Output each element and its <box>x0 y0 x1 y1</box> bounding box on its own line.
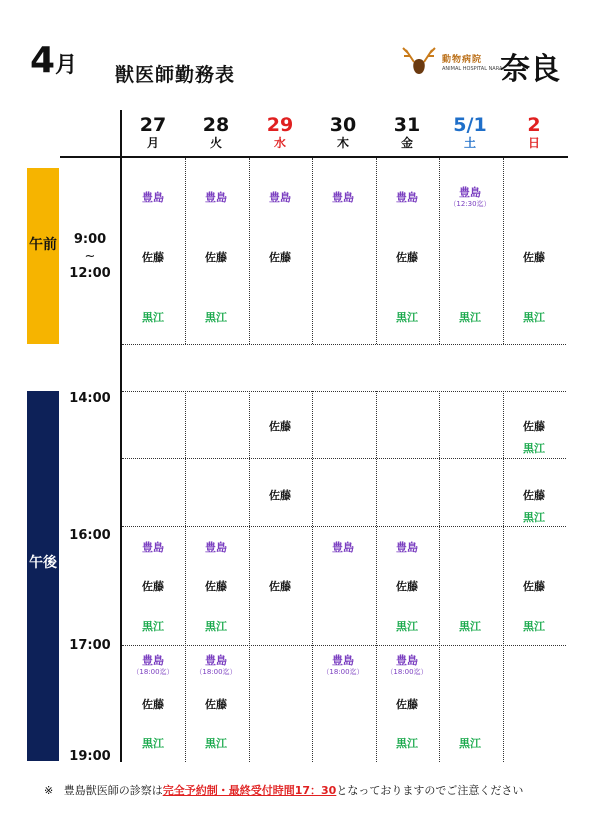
shift-entry: 佐藤 <box>269 580 291 593</box>
shift-entry <box>312 652 374 676</box>
shift-entry: 佐藤 <box>269 420 291 433</box>
shift-entry: 佐藤 <box>396 698 418 711</box>
time-1400: 14:00 <box>69 391 111 406</box>
day-weekday: 金 <box>400 136 413 150</box>
shift-entry: 佐藤 <box>396 580 418 593</box>
shift-entry: 黒江 <box>459 311 481 324</box>
logo-name: 奈良 <box>500 52 560 87</box>
shift-note: （18:00迄） <box>195 668 237 676</box>
shift-entry: 黒江 <box>459 737 481 750</box>
day-date: 2 <box>527 114 541 136</box>
header-divider <box>60 156 568 158</box>
shift-entry <box>185 652 247 676</box>
shift-entry: 黒江 <box>205 311 227 324</box>
shift-entry: 佐藤 <box>523 420 545 433</box>
shift-entry: 佐藤 <box>523 489 545 502</box>
page-title: 獣医師勤務表 <box>115 64 236 86</box>
time-am-end: 12:00 <box>69 266 111 281</box>
shift-entry: 佐藤 <box>523 251 545 264</box>
day-weekday: 火 <box>209 136 222 150</box>
shift-note: （18:00迄） <box>386 668 428 676</box>
grid-line <box>312 391 313 762</box>
shift-note: （18:00迄） <box>132 668 174 676</box>
shift-entry: 佐藤 <box>396 251 418 264</box>
shift-entry: 佐藤 <box>523 580 545 593</box>
month-unit: 月 <box>55 53 78 78</box>
day-weekday: 日 <box>527 136 540 150</box>
logo-subcaption: ANIMAL HOSPITAL NARA <box>442 66 503 72</box>
shift-entry: 佐藤 <box>205 580 227 593</box>
shift-entry: 豊島 <box>205 541 227 554</box>
day-weekday: 水 <box>273 136 286 150</box>
grid-line <box>122 344 566 345</box>
footer-text-2: となっておりますのでご注意ください <box>336 784 524 797</box>
day-header-wed <box>249 114 311 150</box>
pm-label: 午後 <box>29 555 57 571</box>
shift-entry: 黒江 <box>205 737 227 750</box>
am-label: 午前 <box>29 237 57 253</box>
shift-entry: 豊島 <box>142 541 164 554</box>
shift-entry: 黒江 <box>205 620 227 633</box>
shift-entry: 佐藤 <box>142 580 164 593</box>
grid-line <box>312 158 313 344</box>
day-weekday: 木 <box>336 136 349 150</box>
shift-entry: 佐藤 <box>142 251 164 264</box>
shift-entry: 佐藤 <box>205 698 227 711</box>
footer-text-1: 豊島獣医師の診察は <box>63 784 163 797</box>
shift-entry <box>439 184 501 208</box>
shift-entry: 豊島 <box>396 191 418 204</box>
grid-line <box>122 526 566 527</box>
day-date: 5/1 <box>453 114 487 136</box>
shift-entry: 豊島 <box>332 191 354 204</box>
shift-entry: 豊島 <box>142 191 164 204</box>
shift-entry: 黒江 <box>523 511 545 524</box>
grid-line <box>122 391 566 392</box>
am-section-bar <box>27 168 59 344</box>
time-1700: 17:00 <box>69 638 111 653</box>
day-header-tue <box>185 114 247 150</box>
footer-highlight: 完全予約制・最終受付時間17：30 <box>162 784 337 797</box>
day-header-sun <box>503 114 565 150</box>
time-am-tilde: ~ <box>84 249 96 264</box>
shift-entry: 黒江 <box>523 620 545 633</box>
shift-entry: 黒江 <box>142 311 164 324</box>
shift-note: （18:00迄） <box>322 668 364 676</box>
shift-name: 豊島 <box>459 186 481 199</box>
shift-name: 豊島 <box>205 654 227 667</box>
shift-entry: 豊島 <box>269 191 291 204</box>
month-heading <box>30 40 77 81</box>
day-date: 27 <box>139 114 167 136</box>
day-header-thu <box>312 114 374 150</box>
day-weekday: 土 <box>463 136 476 150</box>
shift-entry: 黒江 <box>396 620 418 633</box>
shift-name: 豊島 <box>396 654 418 667</box>
shift-name: 豊島 <box>142 654 164 667</box>
shift-entry: 佐藤 <box>269 251 291 264</box>
deer-icon <box>400 44 438 82</box>
day-date: 29 <box>266 114 294 136</box>
day-date: 31 <box>393 114 421 136</box>
shift-entry: 佐藤 <box>205 251 227 264</box>
day-weekday: 月 <box>146 136 159 150</box>
day-header-sat <box>439 114 501 150</box>
shift-note: （12:30迄） <box>449 200 491 208</box>
shift-entry: 黒江 <box>142 620 164 633</box>
shift-entry: 豊島 <box>205 191 227 204</box>
shift-entry: 佐藤 <box>269 489 291 502</box>
shift-entry <box>376 652 438 676</box>
shift-entry: 黒江 <box>523 311 545 324</box>
footer-mark: ※ <box>44 784 54 797</box>
day-header-mon <box>122 114 184 150</box>
time-1900: 19:00 <box>69 749 111 764</box>
shift-name: 豊島 <box>332 654 354 667</box>
footer-note <box>44 782 523 798</box>
shift-entry: 黒江 <box>523 442 545 455</box>
time-1600: 16:00 <box>69 528 111 543</box>
day-date: 28 <box>202 114 230 136</box>
shift-entry: 黒江 <box>396 311 418 324</box>
shift-entry: 黒江 <box>142 737 164 750</box>
grid-line <box>439 391 440 762</box>
grid-line <box>249 391 250 762</box>
pm-section-bar <box>27 391 59 761</box>
day-header-fri <box>376 114 438 150</box>
shift-entry <box>122 652 184 676</box>
shift-entry: 黒江 <box>396 737 418 750</box>
grid-line <box>122 458 566 459</box>
logo-caption: 動物病院 <box>442 55 483 65</box>
month-number: 4 <box>30 40 56 81</box>
day-date: 30 <box>329 114 357 136</box>
shift-entry: 豊島 <box>396 541 418 554</box>
shift-entry: 黒江 <box>459 620 481 633</box>
shift-entry: 佐藤 <box>142 698 164 711</box>
hospital-logo <box>400 44 560 86</box>
grid-line <box>122 645 566 646</box>
time-am-start: 9:00 <box>73 232 107 247</box>
shift-entry: 豊島 <box>332 541 354 554</box>
